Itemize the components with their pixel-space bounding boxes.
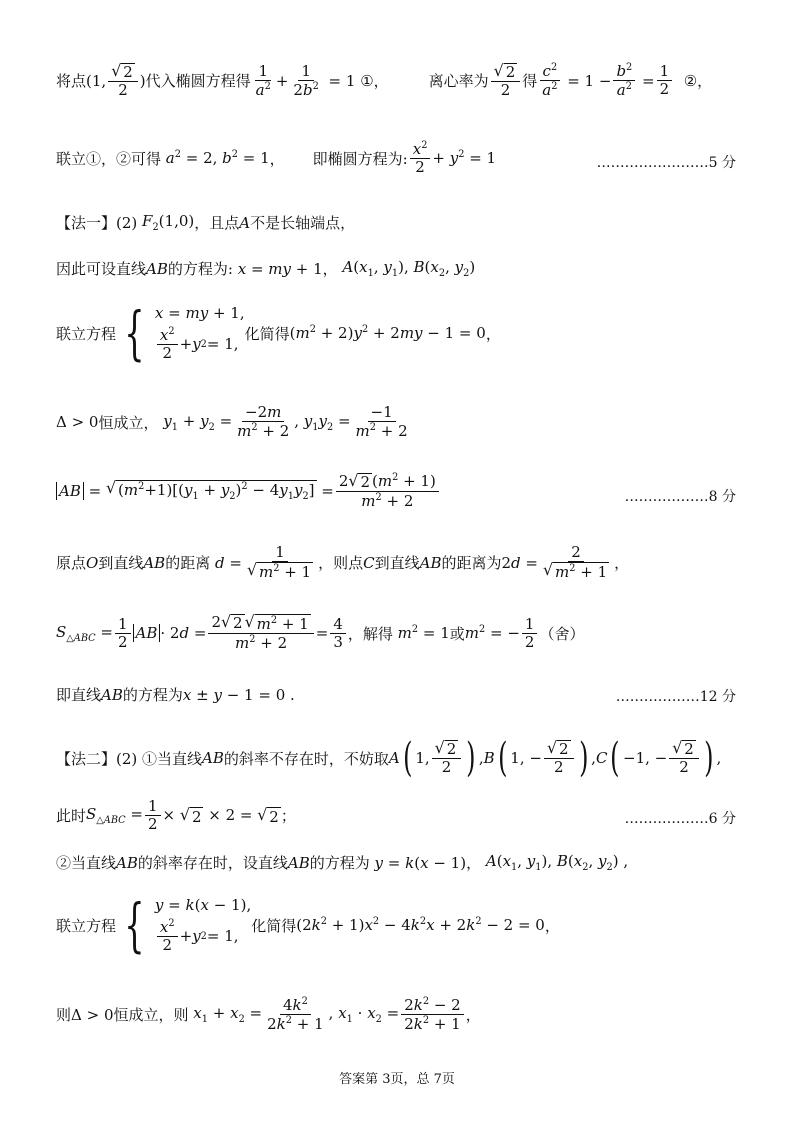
text: 因此可设直线 <box>56 260 147 278</box>
text: ； <box>280 807 296 826</box>
line-11: 【法二】(2) ①当直线 AB 的斜率不存在时，不妨取 A ( 1, √ 2 2 ) , B ( 1, − √ 2 2 ) , C ( −1, − √ 2 2 ) , <box>56 735 722 781</box>
text: 化简得 <box>244 324 290 343</box>
line-10: 即直线 AB 的方程为 x ± y − 1 = 0 . <box>56 685 295 704</box>
text: 离心率为 <box>428 72 489 91</box>
text: 联立①，②可得 <box>56 149 162 168</box>
text: ①， <box>360 72 389 91</box>
text: 化简得 <box>251 916 297 935</box>
text: ， <box>485 324 501 343</box>
line-15: 则 Δ > 0 恒成立，则 $x_1 + x_2$ = $\frac{4k^2}{2k^2 + 1}$ , $x_1 \cdot x_2$ = $\frac{2k^2 - 2}{2k^2 + 1}$ ， <box>56 996 481 1034</box>
text: 则 <box>56 1006 72 1025</box>
text: 联立方程 <box>56 916 117 935</box>
text: 原点 <box>56 554 87 573</box>
line-14: 联立方程 { y = k(x − 1), $\frac{x^2}{2}$ + y 2 = 1, 化简得 $(2k^2 + 1)x^2 - 4k^2x + 2k^2 - 2 = 0$ ， <box>56 891 560 960</box>
text: （舍） <box>539 624 585 643</box>
text: 到直线 <box>374 554 420 573</box>
line-7: AB = √ $(m^2+1)[(y_1 + y_2)^2 - 4y_1y_2]$ = 2 √ 2 $(m^2 + 1)$ $m^2 + 2$ <box>56 472 441 511</box>
text: 到直线 <box>98 554 144 573</box>
text: 的方程为 <box>122 686 183 704</box>
text: 不是长轴端点， <box>250 214 356 232</box>
line-13: ②当直线 AB 的斜率存在时，设直线 AB 的方程为 y = k(x − 1) ， $A(x_1$, $y_1$), $B(x_2$, $y_2$) , <box>56 852 629 873</box>
text: ， <box>614 554 630 573</box>
text: 或 <box>449 624 465 643</box>
text: 【法二】(2) ①当直线 <box>56 749 203 768</box>
text: ②， <box>683 72 713 91</box>
line-3: 【法一】(2) $F_2(1,0)$ ，且点 A 不是长轴端点， <box>56 212 356 233</box>
text: 的方程为: <box>167 260 233 278</box>
score-12: ………………12 分 <box>615 689 736 705</box>
text: ， <box>544 916 560 935</box>
line-9: $S_{\triangle ABC}$ = $\frac{1}{2}$ AB · 2d = 2 √ 2 √ $m^2 + 1$ $m^2 + 2$ = $\frac{4}{3}$ ，解得 $m^2 = 1$ 或 $m^2$ = − $\frac{1}{2}$ （舍） <box>56 612 585 653</box>
text: ，且点 <box>194 214 240 232</box>
text: 的斜率存在时，设直线 <box>137 854 288 872</box>
line-6: Δ > 0 恒成立， $y_1 + y_2$ = $\frac{-2m}{m^2 + 2}$ , $y_1y_2$ = $\frac{-1}{m^2 + 2}$ <box>56 403 408 441</box>
text: ， <box>269 149 285 168</box>
line-4: 因此可设直线 AB 的方程为: x = my + 1 ， $A(x_1$, $y_1$), $B(x_2$, $y_2$) <box>56 258 476 279</box>
text: 【法一】(2) <box>56 214 138 232</box>
text: ，解得 <box>347 624 393 643</box>
text: 此时 <box>56 807 87 826</box>
text: 的距离 <box>165 554 211 573</box>
text: ， <box>465 1006 481 1025</box>
line-2: 联立①，②可得 $a^2 = 2$, $b^2 = 1$ ， 即椭圆方程为: $\frac{x^2}{2}$ + $y^2 = 1$ <box>56 140 497 177</box>
text: 恒成立，则 <box>113 1006 189 1025</box>
text: 恒成立， <box>98 413 159 432</box>
line-5: 联立方程 { x = my + 1, $\frac{x^2}{2}$ + y 2 = 1, 化简得 $(m^2 + 2)y^2 + 2my - 1 = 0$ ， <box>56 299 501 368</box>
text: 即椭圆方程为: <box>312 149 408 168</box>
score-5: ……………………5 分 <box>596 155 736 171</box>
text: 的斜率不存在时，不妨取 <box>223 749 389 768</box>
text: 代入椭圆方程得 <box>145 72 251 91</box>
score-6: ………………6 分 <box>624 811 736 827</box>
text: 的距离为 <box>441 554 502 573</box>
text: ②当直线 <box>56 854 117 872</box>
text: 得 <box>522 72 538 91</box>
line-1: 将点 (1, √ 2 2 ) 代入椭圆方程得 $\frac{1}{a^2}$ + $\frac{1}{2b^2}$ = 1 ①， 离心率为 √ 2 2 得 $\frac{c^2}{a^2}$ = 1 − $\frac{b^2}{a^2}$ = $\frac{1}{2}$ ②， <box>56 60 713 100</box>
score-8: ………………8 分 <box>624 489 736 505</box>
text: ，则点 <box>318 554 364 573</box>
line-8: 原点 O 到直线 AB 的距离 d = 1 √ $m^2 + 1$ ，则点 C 到直线 AB 的距离为 2d = 2 √ $m^2 + 1$ ， <box>56 543 630 582</box>
line-12: 此时 $S_{\triangle ABC}$ = $\frac{1}{2}$ × √ 2 × 2 = √ 2 ； <box>56 797 296 834</box>
page-footer: 答案第 3页，总 7页 <box>339 1072 455 1087</box>
text: 的方程为 <box>309 854 370 872</box>
text: ， <box>322 260 338 278</box>
text: 即直线 <box>56 686 102 704</box>
text: ， <box>466 854 482 872</box>
text: 将点 <box>56 72 87 91</box>
text: 联立方程 <box>56 324 117 343</box>
